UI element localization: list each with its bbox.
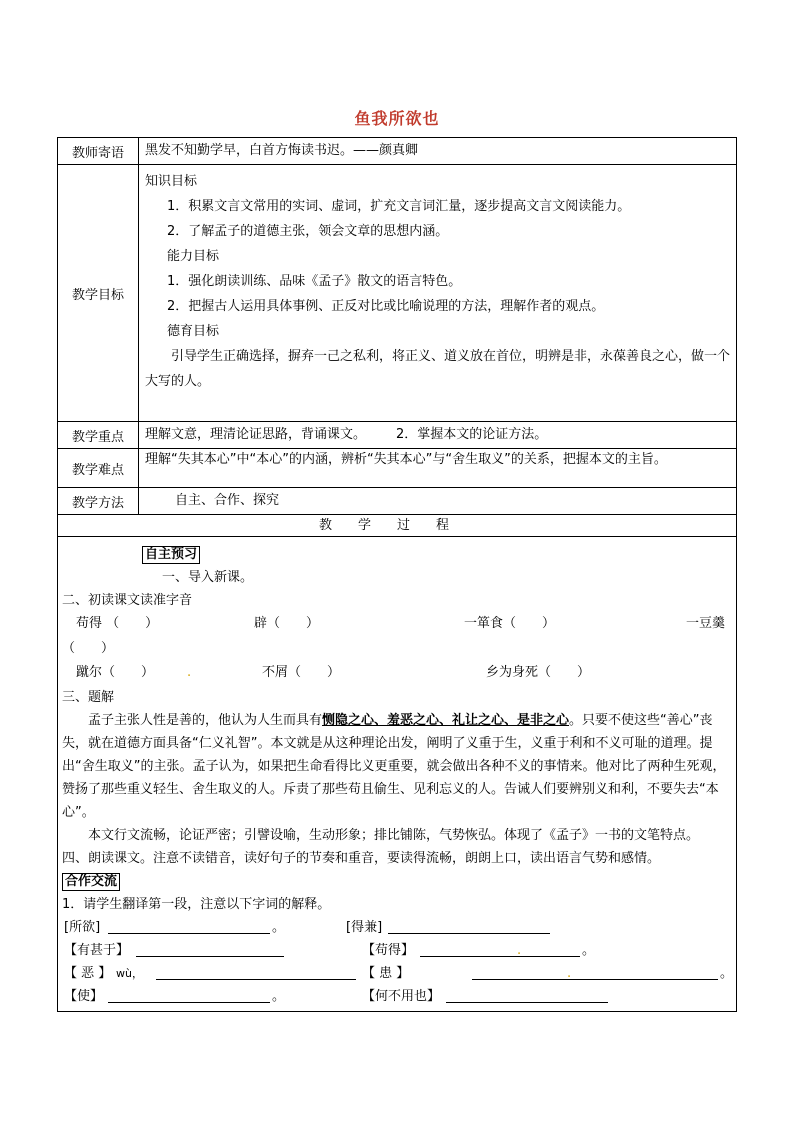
decor-dot: . xyxy=(567,966,572,981)
question-1: 1．请学生翻译第一段，注意以下字词的解释。 xyxy=(62,897,331,912)
ability-goal-1: 1．强化朗读训练、品味《孟子》散文的语言特色。 xyxy=(167,274,462,289)
pron-row-2 xyxy=(62,661,730,686)
term-dejian: [得兼] xyxy=(346,920,383,935)
difficulties-text: 理解“失其本心”中“本心”的内涵，辨析“失其本心”与“舍生取义”的关系，把握本文的主旨。 xyxy=(139,449,737,488)
knowledge-goal-2: 2．了解孟子的道德主张，领会文章的思想内涵。 xyxy=(167,224,449,239)
term-suoyu-blank[interactable] xyxy=(108,920,270,934)
moral-goal-title: 德育目标 xyxy=(167,324,220,339)
item-reading: 四、朗读课文。注意不读错音，读好句子的节奏和重音，要读得流畅，朗朗上口，读出语言气势和感情。 xyxy=(62,851,661,866)
term-row-2: 【有甚于】 【苟得】 . 。 xyxy=(62,939,730,962)
term-dejian-blank[interactable] xyxy=(388,920,550,934)
term-wu-pinyin: wù， xyxy=(116,967,143,980)
cooperation-heading: 合作交流 xyxy=(62,873,120,891)
term-youshenyu: 【有甚于】 xyxy=(64,943,130,958)
pron-word-2: 辟（ ） xyxy=(254,616,320,631)
difficulties-label: 教学难点 xyxy=(58,449,139,488)
key-points-label: 教学重点 xyxy=(58,422,139,449)
goals-label: 教学目标 xyxy=(58,165,139,422)
pron-word-5: 蹴尔（ ） xyxy=(76,665,155,680)
pron-word-6: 不屑（ ） xyxy=(262,665,341,680)
moral-goal-text: 引导学生正确选择，摒弃一己之私利，将正义、道义放在首位，明辨是非，永葆善良之心，做一个大写的人。 xyxy=(145,349,731,389)
key-point-1: 理解文意，理清论证思路，背诵课文。 xyxy=(145,427,367,442)
term-wu: 【 恶 】 xyxy=(64,966,112,981)
ability-goal-2: 2．把握古人运用具体事例、正反对比或比喻说理的方法，理解作者的观点。 xyxy=(167,299,605,314)
term-huan-blank[interactable] xyxy=(472,966,718,980)
item-title-explain: 三、题解 xyxy=(62,690,115,705)
pron-row-1 xyxy=(62,612,730,637)
knowledge-goal-title: 知识目标 xyxy=(145,174,198,189)
process-body xyxy=(58,537,737,1012)
key-point-2: 2．掌握本文的论证方法。 xyxy=(396,427,548,442)
knowledge-goal-1: 1．积累文言文常用的实词、虚词，扩充文言词汇量，逐步提高文言文阅读能力。 xyxy=(167,199,631,214)
goals-content xyxy=(139,165,737,422)
key-points-text xyxy=(139,422,737,449)
pron-word-4-blank: （ ） xyxy=(62,641,115,656)
page-title: 鱼我所欲也 xyxy=(354,109,440,128)
term-shi-blank[interactable] xyxy=(108,989,270,1003)
teacher-words-label: 教师寄语 xyxy=(58,138,139,165)
term-goude: 【苟得】 xyxy=(362,943,415,958)
methods-text: 自主、合作、探究 xyxy=(139,488,737,515)
explain-paragraph-2: 本文行文流畅，论证严密；引譬设喻，生动形象；排比铺陈，气势恢弘。体现了《孟子》一书的文笔特点。 xyxy=(88,828,700,843)
self-preview-heading: 自主预习 xyxy=(142,546,200,564)
term-row-1: [所欲] 。 [得兼] xyxy=(62,916,730,939)
term-hebuyongye: 【何不用也】 xyxy=(362,989,441,1004)
item-pronunciation: 二、初读课文读准字音 xyxy=(62,593,193,608)
pron-word-1: 苟得 （ ） xyxy=(76,616,159,631)
term-suoyu: [所欲] xyxy=(64,920,101,935)
four-hearts: 恻隐之心、羞恶之心、礼让之心、是非之心 xyxy=(322,713,570,728)
item-intro: 一、导入新课。 xyxy=(162,570,254,585)
pron-word-3: 一箪食（ ） xyxy=(464,616,556,631)
term-youshenyu-blank[interactable] xyxy=(136,943,284,957)
lesson-plan-table xyxy=(57,137,737,1012)
decor-dot: . xyxy=(187,665,192,680)
term-shi: 【使】 xyxy=(64,989,104,1004)
ability-goal-title: 能力目标 xyxy=(167,249,220,264)
term-goude-blank[interactable] xyxy=(420,943,580,957)
teacher-words-text: 黑发不知勤学早，白首方悔读书迟。——颜真卿 xyxy=(139,138,737,165)
explain-paragraph-1: 孟子主张人性是善的，他认为人生而具有恻隐之心、羞恶之心、礼让之心、是非之心。只要不使这些“善心”丧失，就在道德方面具备“仁义礼智”。本文就是从这种理论出发，阐明了义重于生，义重于利和不义可耻的道理。提出“舍生取义”的主张。孟子认为，如果把生命看得比义更重要，就会做出各种不义的事情来。他对比了两种生死观，赞扬了那些重义轻生、舍生取义的人。斥责了那些苟且偷生、见利忘义的人。告诫人们要辨别义和利，不要失去“本心”。 xyxy=(62,713,726,820)
term-row-3: 【 恶 】 wù， 【 患 】 . 。 xyxy=(62,962,730,985)
term-wu-blank[interactable] xyxy=(156,966,356,980)
term-huan: 【 患 】 xyxy=(362,966,410,981)
methods-label: 教学方法 xyxy=(58,488,139,515)
term-hebuyongye-blank[interactable] xyxy=(446,989,608,1003)
pron-word-4: 一豆羹 xyxy=(686,616,726,631)
pron-word-7: 乡为身死（ ） xyxy=(486,665,591,680)
term-row-4: 【使】 。 【何不用也】 xyxy=(62,985,730,1007)
decor-dot: . xyxy=(517,943,522,958)
process-header: 教学过程 xyxy=(58,515,737,537)
